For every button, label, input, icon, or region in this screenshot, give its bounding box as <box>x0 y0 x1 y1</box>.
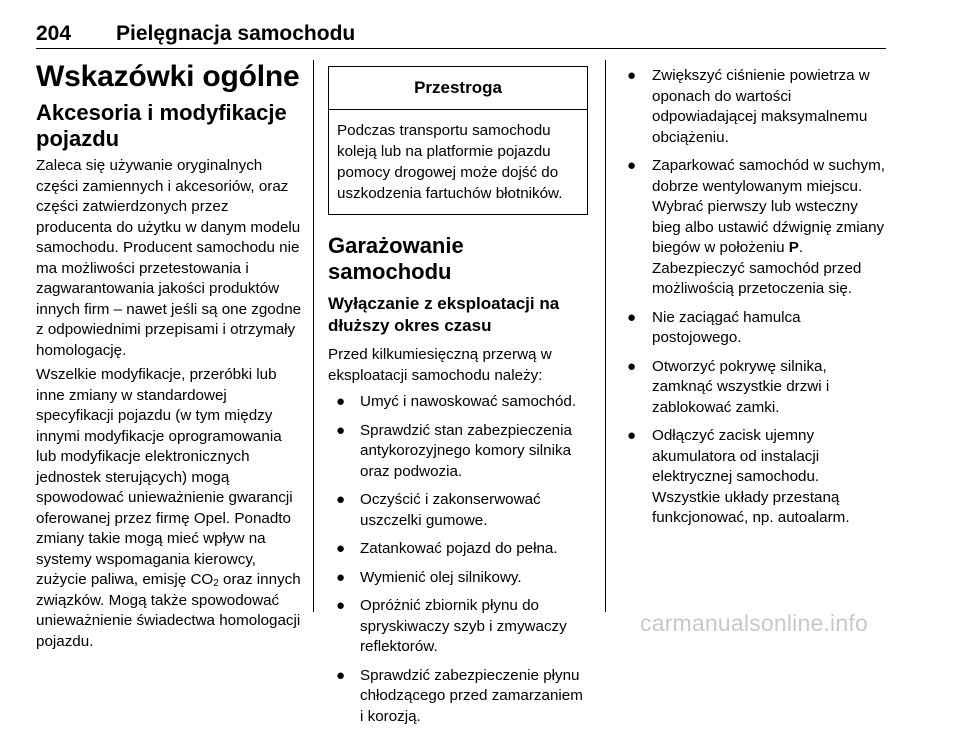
list-item-text-end: . Zabezpieczyć samochód przed możliwością przetoczenia się. <box>652 239 862 297</box>
list-item-text: Sprawdzić zabezpieczenie płynu chłodzącego przed zamarzaniem i korozją. <box>360 666 583 725</box>
list-item-text: Opróżnić zbiornik płynu do spryskiwaczy szyb i zmywaczy reflektorów. <box>360 597 567 655</box>
paragraph-modifications-text-end: oraz innych związków. Mogą także spowodować unieważnienie świadectwa homologacji pojazdu. <box>36 571 301 650</box>
bullet-icon: ● <box>336 597 346 614</box>
caution-body: Podczas transportu samochodu koleją lub na platformie pojazdu pomocy drogowej może dojść do uszkodzenia fartuchów błotników. <box>337 122 563 202</box>
bullet-icon: ● <box>627 67 637 84</box>
co2-subscript: 2 <box>213 578 219 589</box>
list-item <box>328 596 590 658</box>
running-title: Pielęgnacja samochodu <box>116 22 356 45</box>
paragraph-modifications <box>36 365 304 652</box>
bullet-icon: ● <box>627 308 637 326</box>
column-2 <box>328 66 590 735</box>
bullet-list-storage <box>328 392 590 727</box>
list-item <box>620 357 890 419</box>
subsection-title-accessories: Akcesoria i modyfikacje pojazdu <box>36 100 287 151</box>
subsection-title-decommissioning: Wyłączanie z eksploatacji na dłuższy okres czasu <box>328 294 560 335</box>
list-item <box>328 421 590 483</box>
bullet-icon: ● <box>336 393 346 410</box>
bullet-icon: ● <box>336 421 346 439</box>
list-item-text: Nie zaciągać hamulca postojowego. <box>652 308 801 346</box>
list-item-text: Sprawdzić stan zabezpieczenia antykorozyjnego komory silnika oraz podwozia. <box>360 421 572 480</box>
list-item-text: Otworzyć pokrywę silnika, zamknąć wszystkie drzwi i zablokować zamki. <box>652 357 830 416</box>
list-item-text: Zatankować pojazd do pełna. <box>360 540 558 557</box>
list-item-text: Odłączyć zacisk ujemny akumulatora od instalacji elektrycznej samochodu. Wszystkie układy przestaną funkcjonować, np. autoalarm. <box>652 427 850 526</box>
bullet-icon: ● <box>336 491 346 508</box>
bullet-icon: ● <box>336 540 346 557</box>
page-header <box>36 22 886 49</box>
list-item-text: Zwiększyć ciśnienie powietrza w oponach do wartości odpowiadającej maksymalnemu obciążeniu. <box>652 67 870 146</box>
list-item-text: Wymienić olej silnikowy. <box>360 568 522 586</box>
page-number: 204 <box>36 22 72 45</box>
list-item <box>620 156 890 300</box>
list-item <box>328 490 590 531</box>
caution-title: Przestroga <box>329 67 587 110</box>
paragraph-original-parts: Zaleca się używanie oryginalnych części zamiennych i akcesoriów, oraz części zatwierdzonych przez producenta do użytku w danym modelu samochodu. Producent samochodu nie ma możliwości przetestowania i zagwarantowania jakości produktów innych firm – nawet jeśli są one zgodne z odpowiednimi przepisami i otrzymały homologację. <box>36 157 302 359</box>
watermark: carmanualsonline.info <box>640 610 868 636</box>
list-item-text: Oczyścić i zakonserwować uszczelki gumowe. <box>360 491 541 529</box>
list-item <box>620 308 890 349</box>
bullet-icon: ● <box>336 666 346 684</box>
list-item <box>620 426 890 529</box>
list-item <box>328 568 590 589</box>
column-3 <box>620 66 890 537</box>
bullet-icon: ● <box>627 357 637 375</box>
list-item-text: Umyć i nawoskować samochód. <box>360 393 577 410</box>
gear-position-key: P <box>788 239 799 256</box>
bullet-list-storage-continued <box>620 66 890 529</box>
bullet-icon: ● <box>627 427 637 444</box>
bullet-icon: ● <box>336 568 346 586</box>
column-1 <box>36 60 304 656</box>
bullet-icon: ● <box>627 157 637 174</box>
paragraph-intro: Przed kilkumiesięczną przerwą w eksploatacji samochodu należy: <box>328 346 552 384</box>
list-item <box>328 666 590 728</box>
list-item <box>328 392 590 413</box>
column-divider-2 <box>605 60 606 612</box>
section-title-garaging: Garażowanie samochodu <box>328 233 464 284</box>
list-item-text: Zaparkować samochód w suchym, dobrze wentylowanym miejscu. Wybrać pierwszy lub wsteczny bieg albo ustawić dźwignię zmiany biegów w położeniu <box>652 157 885 256</box>
caution-box <box>328 66 588 215</box>
list-item <box>620 66 890 148</box>
column-divider-1 <box>313 60 314 612</box>
section-title-general: Wskazówki ogólne <box>36 60 300 93</box>
paragraph-modifications-text: Wszelkie modyfikacje, przeróbki lub inne zmiany w standardowej specyfikacji pojazdu (w tym między innymi modyfikacje oprogramowania lub modyfikacje elektronicznych jednostek sterujących) mogą spowodować unieważnienie gwarancji oferowanej przez firmę Opel. Ponadto zmiany takie mogą mieć wpływ na systemy wspomagania kierowcy, zużycie paliwa, emisję CO <box>36 366 293 588</box>
list-item <box>328 539 590 560</box>
